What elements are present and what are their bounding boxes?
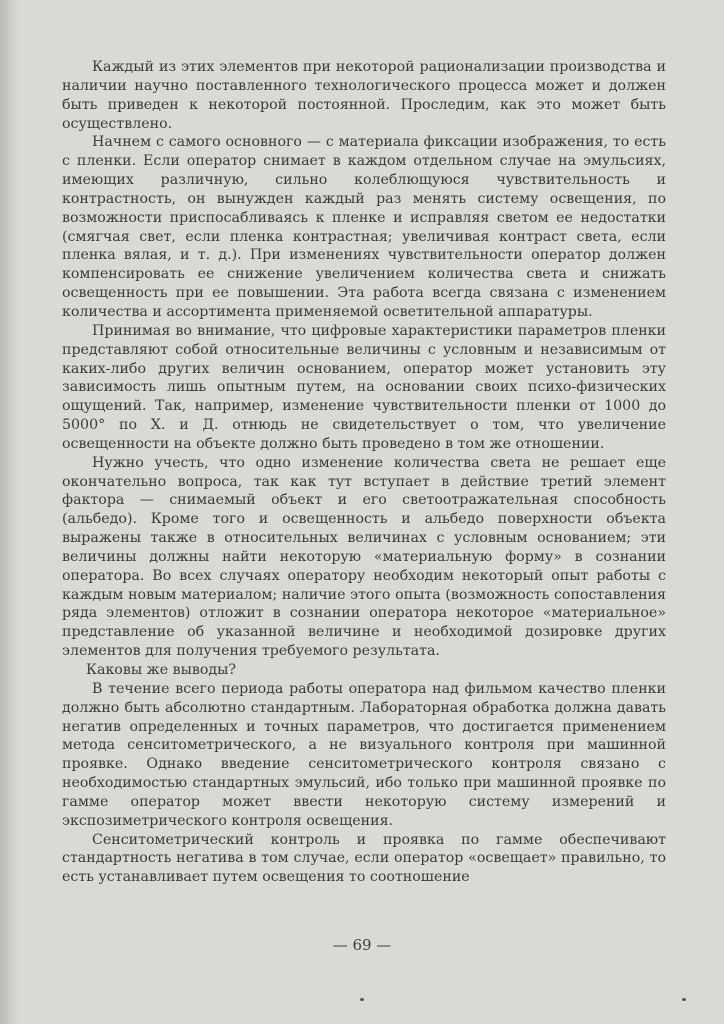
page-number: — 69 — <box>332 936 392 954</box>
page-body <box>62 58 666 887</box>
paragraph-1: Каждый из этих элементов при некоторой рационализации производства и наличии научно поставленного технологического процесса может и должен быть приведен к некоторой постоянной. Проследим, как это может быть осуществлено. <box>62 59 666 132</box>
paragraph-6: В течение всего периода работы оператора над фильмом качество пленки должно быть абсолютно стандартным. Лабораторная обработка должна давать негатив определенных и точных параметров, что достигается применением метода сенситометрического, а не визуального контроля при машинной проявке. Однако введение сенситометрического контроля связано с необходимостью стандартных эмульсий, ибо только при машинной проявке по гамме оператор может ввести некоторую систему измерений и экспозиметрического контроля освещения. <box>62 680 666 829</box>
binding-shadow <box>0 0 18 1024</box>
paragraph-3: Принимая во внимание, что цифровые характеристики параметров пленки представляют собой относительные величины с условным и независимым от каких-либо других величин основанием, оператор может установить эту зависимость лишь опытным путем, на основании своих психо-физических ощущений. Так, например, изменение чувствительности пленки от 1000 до 5000° по Х. и Д. отнюдь не свидетельствует о том, что увеличение освещенности на объекте должно быть проведено в том же отношении. <box>62 322 666 452</box>
paragraph-5-question: Каковы же выводы? <box>86 662 237 678</box>
print-speck <box>682 998 686 1001</box>
paragraph-2: Начнем с самого основного — с материала фиксации изображения, то есть с пленки. Если оператор снимает в каждом отдельном случае на эмульсиях, имеющих различную, сильно колеблющуюся чувствительность и контрастность, он вынужден каждый раз менять систему освещения, по возможности приспосабливаясь к пленке и исправляя светом ее недостатки (смягчая свет, если пленка контрастная; увеличивая контраст света, если пленка вялая, и т. д.). При изменениях чувствительности оператор должен компенсировать ее снижение увеличением количества света и снижать освещенность при ее повышении. Эта работа всегда связана с изменением количества и ассортимента применяемой осветительной аппаратуры. <box>62 134 666 320</box>
paragraph-7: Сенситометрический контроль и проявка по гамме обеспечивают стандартность негатива в том случае, если оператор «освещает» правильно, то есть устанавливает путем освещения то соотношение <box>62 831 666 886</box>
print-speck <box>360 998 364 1001</box>
paragraph-4: Нужно учесть, что одно изменение количества света не решает еще окончательно вопроса, так как тут вступает в действие третий элемент фактора — снимаемый объект и его светоотражательная способность (альбедо). Кроме того и освещенность и альбедо поверхности объекта выражены также в относительных величинах с условным основанием; эти величины должны найти некоторую «материальную форму» в сознании оператора. Во всех случаях оператору необходим некоторый опыт работы с каждым новым материалом; наличие этого опыта (возможность сопоставления ряда элементов) отложит в сознании оператора некоторое «материальное» представление об указанной величине и необходимой дозировке других элементов для получения требуемого результата. <box>62 454 666 660</box>
